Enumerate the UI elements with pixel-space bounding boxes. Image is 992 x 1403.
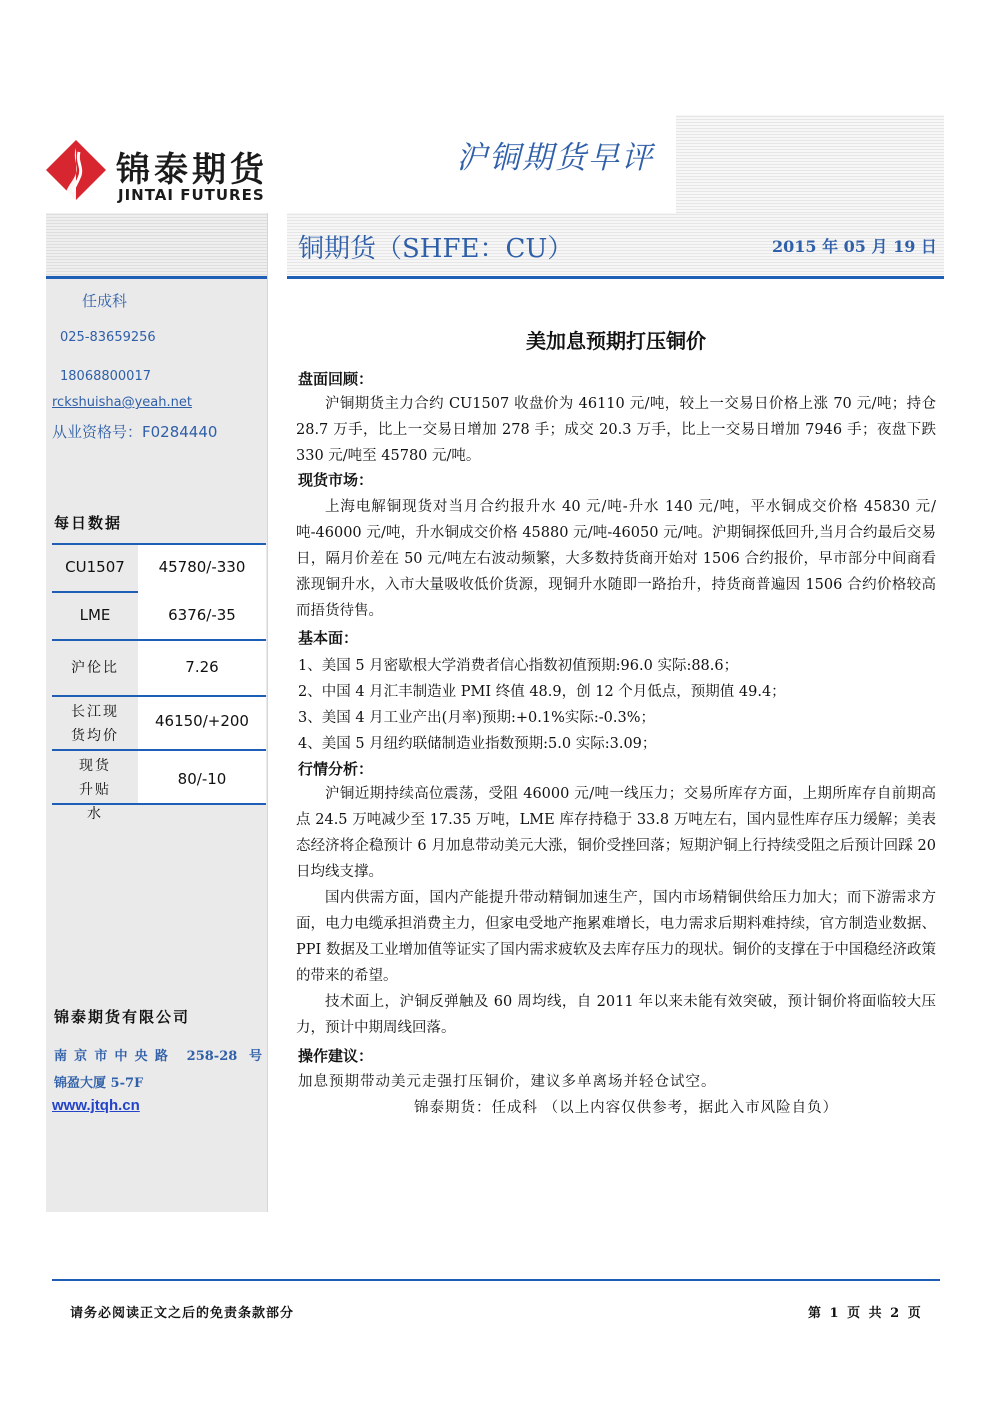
row-label: 长江现货均价 — [71, 704, 119, 744]
email-link[interactable]: rckshuisha@yeah.net — [52, 395, 192, 410]
logo-diamond-icon — [46, 140, 106, 200]
analyst-name: 任成科 — [82, 292, 128, 310]
spot-paragraph: 上海电解铜现货对当月合约报升水 40 元/吨-升水 140 元/吨，平水铜成交价格 45830 元/吨-46000 元/吨，升水铜成交价格 45880 元/吨-46050 元/吨。沪期铜探低回升,当月合约最后交易日，隔月价差在 50 元/吨左右波动频繁，大多数持货商开始对 1506 合约报价，早市部分中间商看涨现铜升水，入市大量吸收低价货源，现铜升水随即一路抬升，持货商普遍因 1506 合约价格较高而捂货待售。 — [296, 499, 936, 619]
row-value-text: 6376/-35 — [168, 606, 236, 624]
section-heading-advice: 操作建议： — [298, 1047, 374, 1065]
phone-office: 025-83659256 — [60, 330, 156, 345]
company-logo — [46, 140, 286, 210]
row-value-text: 46150/+200 — [155, 712, 249, 730]
advice-text: 加息预期带动美元走强打压铜价，建议多单离场并轻仓试空。 — [298, 1074, 717, 1090]
footer-divider — [52, 1279, 940, 1281]
table-row — [52, 697, 266, 751]
signature-text: 锦泰期货：任成科 （以上内容仅供参考，据此入市风险自负） — [414, 1100, 839, 1116]
row-label: 现货升贴水 — [79, 758, 111, 822]
product-title: 铜期货（SHFE：CU） — [298, 234, 574, 264]
row-value — [138, 751, 266, 803]
row-label: LME — [79, 606, 111, 624]
logo-en-text: JINTAI FUTURES — [118, 186, 265, 204]
row-value-text: 80/-10 — [177, 770, 227, 788]
title-divider — [287, 276, 944, 279]
table-row — [52, 591, 266, 641]
company-address-line1: 南京市中央路 258-28 号 — [54, 1049, 262, 1064]
fundamental-item: 1、美国 5 月密歇根大学消费者信心指数初值预期:96.0 实际:88.6； — [298, 658, 739, 674]
section-heading-analysis: 行情分析： — [298, 760, 374, 778]
header-pattern-band — [676, 115, 944, 213]
page-number: 第 1 页 共 2 页 — [808, 1306, 921, 1321]
company-name: 锦泰期货有限公司 — [54, 1008, 191, 1026]
logo-cn-text: 锦泰期货 — [116, 150, 268, 190]
report-date: 2015 年 05 月 19 日 — [772, 237, 937, 256]
analysis-paragraph: 沪铜近期持续高位震荡，受阻 46000 元/吨一线压力；交易所库存方面，上期所库存自前期高点 24.5 万吨减少至 17.35 万吨，LME 库存持稳于 33.8 万吨左右，国内显性库存压力缓解；美表态经济将企稳预计 6 月加息带动美元大涨，铜价受挫回落；短期沪铜上行持续受阻之后预计回踩 20 日均线支撑。 — [296, 786, 936, 880]
table-row — [52, 751, 266, 822]
daily-data-title: 每日数据 — [54, 514, 123, 532]
fundamental-item: 4、美国 5 月纽约联储制造业指数预期:5.0 实际:3.09； — [298, 736, 657, 752]
section-heading-spot: 现货市场： — [298, 471, 374, 489]
footer-disclaimer: 请务必阅读正文之后的免责条款部分 — [70, 1306, 295, 1321]
section-heading-fundamentals: 基本面： — [298, 629, 359, 647]
company-website-link[interactable]: www.jtqh.cn — [52, 1097, 140, 1114]
sidebar-divider — [46, 276, 267, 279]
review-paragraph: 沪铜期货主力合约 CU1507 收盘价为 46110 元/吨，较上一交易日价格上涨 70 元/吨；持仓 28.7 万手，比上一交易日增加 278 手；成交 20.3 万手，比上一交易日增加 7946 手；夜盘下跌 330 元/吨至 45780 元/吨。 — [296, 396, 936, 464]
row-value-text: 45780/-330 — [158, 558, 246, 576]
fundamental-item: 2、中国 4 月汇丰制造业 PMI 终值 48.9，创 12 个月低点，预期值 49.4； — [298, 684, 786, 700]
fundamental-item: 3、美国 4 月工业产出(月率)预期:+0.1%实际:-0.3%； — [298, 710, 655, 726]
table-row — [52, 641, 266, 697]
row-value — [138, 697, 266, 749]
row-value-text: 7.26 — [185, 658, 219, 676]
report-type-title: 沪铜期货早评 — [456, 140, 654, 176]
phone-mobile: 18068800017 — [60, 369, 151, 384]
sidebar-top-band — [46, 213, 267, 275]
row-value — [138, 591, 266, 639]
license-number: 从业资格号：F0284440 — [52, 423, 218, 441]
section-heading-review: 盘面回顾： — [298, 370, 374, 388]
row-label: CU1507 — [65, 558, 125, 576]
headline: 美加息预期打压铜价 — [526, 329, 706, 353]
analysis-paragraph: 技术面上，沪铜反弹触及 60 周均线，自 2011 年以来未能有效突破，预计铜价将面临较大压力，预计中期周线回落。 — [296, 994, 936, 1036]
company-address-line2: 锦盈大厦 5-7F — [54, 1076, 144, 1091]
table-row — [52, 543, 266, 593]
row-value — [138, 545, 266, 591]
row-label: 沪伦比 — [71, 660, 119, 676]
row-value — [138, 641, 266, 695]
analysis-paragraph: 国内供需方面，国内产能提升带动精铜加速生产，国内市场精铜供给压力加大；而下游需求方面，电力电缆承担消费主力，但家电受地产拖累难增长，电力需求后期料难持续，官方制造业数据、PPI 数据及工业增加值等证实了国内需求疲软及去库存压力的现状。铜价的支撑在于中国稳经济政策的带来的希望。 — [296, 890, 936, 984]
